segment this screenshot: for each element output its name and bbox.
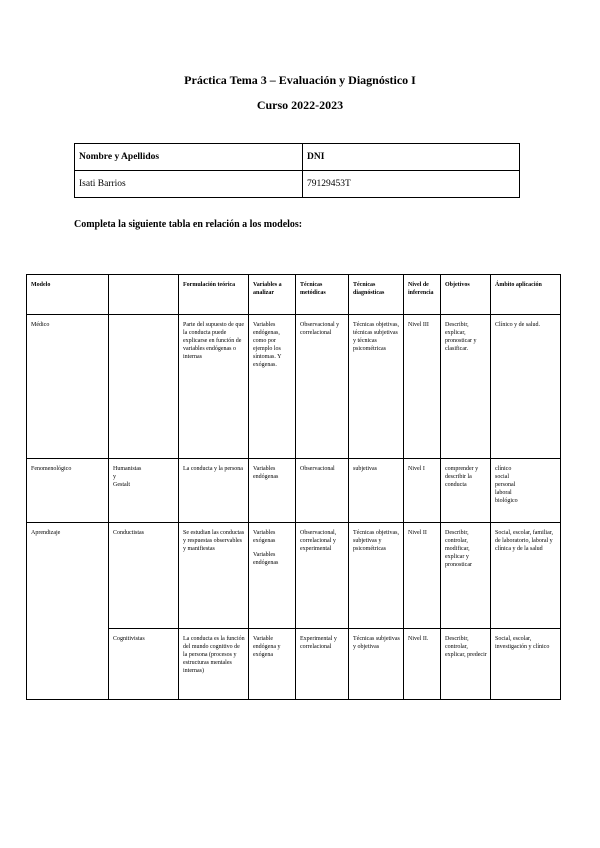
cell-nivel: Nivel II. — [404, 629, 441, 700]
cell-line: y — [113, 474, 116, 481]
cell-tecnicas-diagnosticas: Técnicas objetivas, subjetivas y psicométricas — [349, 523, 404, 629]
cell-objetivos: comprender y describir la conducta — [441, 459, 491, 523]
table-row — [27, 523, 561, 629]
document-title: Práctica Tema 3 – Evaluación y Diagnóstico I — [184, 73, 416, 87]
header-cell: Técnicas metódicas — [296, 275, 349, 315]
student-info-table — [74, 143, 520, 198]
instructions: Completa la siguiente tabla en relación a los modelos: — [74, 219, 303, 230]
cell-variables: Variables endógenas, como por ejemplo los síntomas. Y exógenas. — [249, 315, 296, 459]
table-header-row — [27, 275, 561, 315]
cell-formulacion: La conducta y la persona — [179, 459, 249, 523]
cell-nivel: Nivel I — [404, 459, 441, 523]
cell-submodelo — [109, 315, 179, 459]
cell-ambito — [491, 459, 561, 523]
models-table — [26, 274, 561, 700]
cell-tecnicas-metodicas: Observacional, correlacional y experimental — [296, 523, 349, 629]
cell-line: laboral — [495, 490, 512, 497]
cell-submodelo: Cognitivistas — [109, 629, 179, 700]
student-name: Isati Barrios — [75, 171, 303, 198]
header-cell: Formulación teórica — [179, 275, 249, 315]
course-year: Curso 2022-2023 — [256, 98, 344, 112]
cell-line: Humanistas — [113, 466, 142, 472]
cell-tecnicas-diagnosticas: Técnicas subjetivas y objetivas — [349, 629, 404, 700]
cell-formulacion: Parte del supuesto de que la conducta puede explicarse en función de variables endógenas o internas — [179, 315, 249, 459]
header-cell: Nivel de inferencia — [404, 275, 441, 315]
cell-submodelo: Conductistas — [109, 523, 179, 629]
cell-variables — [249, 523, 296, 629]
name-label: Nombre y Apellidos — [75, 144, 303, 171]
cell-line: Gestalt — [113, 482, 130, 489]
cell-objetivos: Describir, explicar, pronosticar y clasificar. — [441, 315, 491, 459]
cell-modelo: Aprendizaje — [27, 523, 109, 700]
student-dni: 79129453T — [303, 171, 520, 198]
cell-ambito: Clínico y de salud. — [491, 315, 561, 459]
header-cell: Objetivos — [441, 275, 491, 315]
cell-variables: Variable endógena y exógena — [249, 629, 296, 700]
header-cell: Ámbito aplicación — [491, 275, 561, 315]
cell-line: clínico — [495, 466, 512, 472]
cell-tecnicas-metodicas: Observacional y correlacional — [296, 315, 349, 459]
dni-label: DNI — [303, 144, 520, 171]
cell-tecnicas-diagnosticas: subjetivas — [349, 459, 404, 523]
cell-tecnicas-metodicas: Observacional — [296, 459, 349, 523]
header-cell: Técnicas diagnósticas — [349, 275, 404, 315]
cell-modelo: Fenomenológico — [27, 459, 109, 523]
cell-modelo: Médico — [27, 315, 109, 459]
cell-tecnicas-diagnosticas: Técnicas objetivas, técnicas subjetivas y técnicas psicométricas — [349, 315, 404, 459]
cell-submodelo — [109, 459, 179, 523]
cell-ambito: Social, escolar, familiar, de laboratorio, laboral y clínica y de la salud — [491, 523, 561, 629]
cell-variables: Variables endógenas — [249, 459, 296, 523]
cell-ambito: Social, escolar, investigación y clínico — [491, 629, 561, 700]
table-row — [27, 459, 561, 523]
cell-formulacion: Se estudian las conductas y respuestas observables y manifiestas — [179, 523, 249, 629]
cell-line: Variables exógenas — [253, 530, 276, 545]
cell-nivel: Nivel III — [404, 315, 441, 459]
cell-line: Variables endógenas — [253, 552, 279, 567]
header-cell: Modelo — [27, 275, 109, 315]
cell-formulacion: La conducta es la función del mundo cognitivo de la persona (procesos y estructuras mentales internas) — [179, 629, 249, 700]
cell-line: personal — [495, 482, 516, 489]
cell-tecnicas-metodicas: Experimental y correlacional — [296, 629, 349, 700]
cell-line: social — [495, 474, 509, 481]
cell-objetivos: Describir, controlar, modificar, explicar y pronosticar — [441, 523, 491, 629]
header-cell: Variables a analizar — [249, 275, 296, 315]
header-cell — [109, 275, 179, 315]
cell-objetivos: Describir, controlar, explicar, predecir — [441, 629, 491, 700]
table-row — [27, 315, 561, 459]
cell-nivel: Nivel II — [404, 523, 441, 629]
cell-line: biológico — [495, 498, 518, 505]
